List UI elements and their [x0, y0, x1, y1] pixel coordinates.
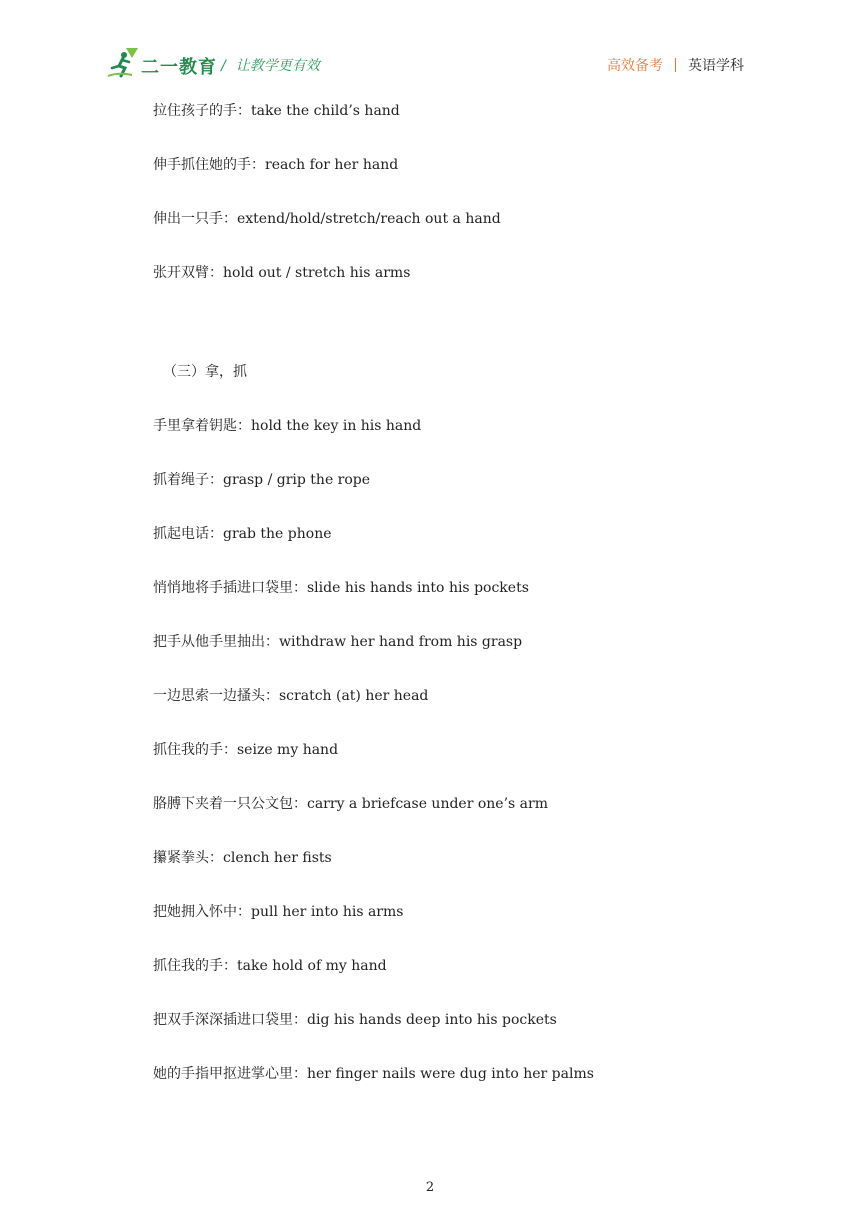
- phrase-line: 把她拥入怀中：pull her into his arms: [153, 904, 404, 920]
- slogan-text: 让教学更有效: [235, 58, 320, 74]
- brand-name: 二一教育: [141, 57, 217, 78]
- phrase-line: 把双手深深插进口袋里：dig his hands deep into his pockets: [153, 1012, 557, 1028]
- phrase-line: 抓住我的手：take hold of my hand: [153, 958, 387, 974]
- phrase-line: 拉住孩子的手：take the child’s hand: [153, 103, 400, 119]
- slogan: [221, 55, 320, 75]
- tag-divider: [675, 58, 676, 72]
- phrase-line: 把手从他手里抽出：withdraw her hand from his grasp: [153, 634, 523, 650]
- section-heading: （三）拿，抓: [163, 364, 247, 380]
- phrase-line: 抓起电话：grab the phone: [153, 526, 332, 542]
- slogan-slash: /: [221, 58, 226, 74]
- phrase-line: 张开双臂：hold out / stretch his arms: [153, 265, 411, 281]
- phrase-line: 抓住我的手：seize my hand: [153, 742, 339, 758]
- phrase-line: 悄悄地将手插进口袋里：slide his hands into his pockets: [153, 580, 529, 596]
- page-header: [0, 0, 860, 90]
- phrase-line: 抓着绳子：grasp / grip the rope: [153, 472, 371, 488]
- tag-efficient-prep: 高效备考: [607, 58, 663, 74]
- phrase-line: 攥紧拳头：clench her fists: [153, 850, 332, 866]
- phrase-line: 伸出一只手：extend/hold/stretch/reach out a hand: [153, 211, 501, 227]
- phrase-line: 伸手抓住她的手：reach for her hand: [153, 157, 399, 173]
- phrase-line: 手里拿着钥匙：hold the key in his hand: [153, 418, 422, 434]
- runner-logo-icon: [106, 46, 140, 80]
- header-tags: [607, 55, 744, 75]
- page-number: 2: [425, 1180, 435, 1195]
- phrase-line: 一边思索一边搔头：scratch (at) her head: [153, 688, 429, 704]
- phrase-line: 她的手指甲抠进掌心里：her finger nails were dug into her palms: [153, 1066, 594, 1082]
- phrase-line: 胳膊下夹着一只公文包：carry a briefcase under one’s arm: [153, 796, 548, 812]
- tag-subject: 英语学科: [688, 58, 744, 74]
